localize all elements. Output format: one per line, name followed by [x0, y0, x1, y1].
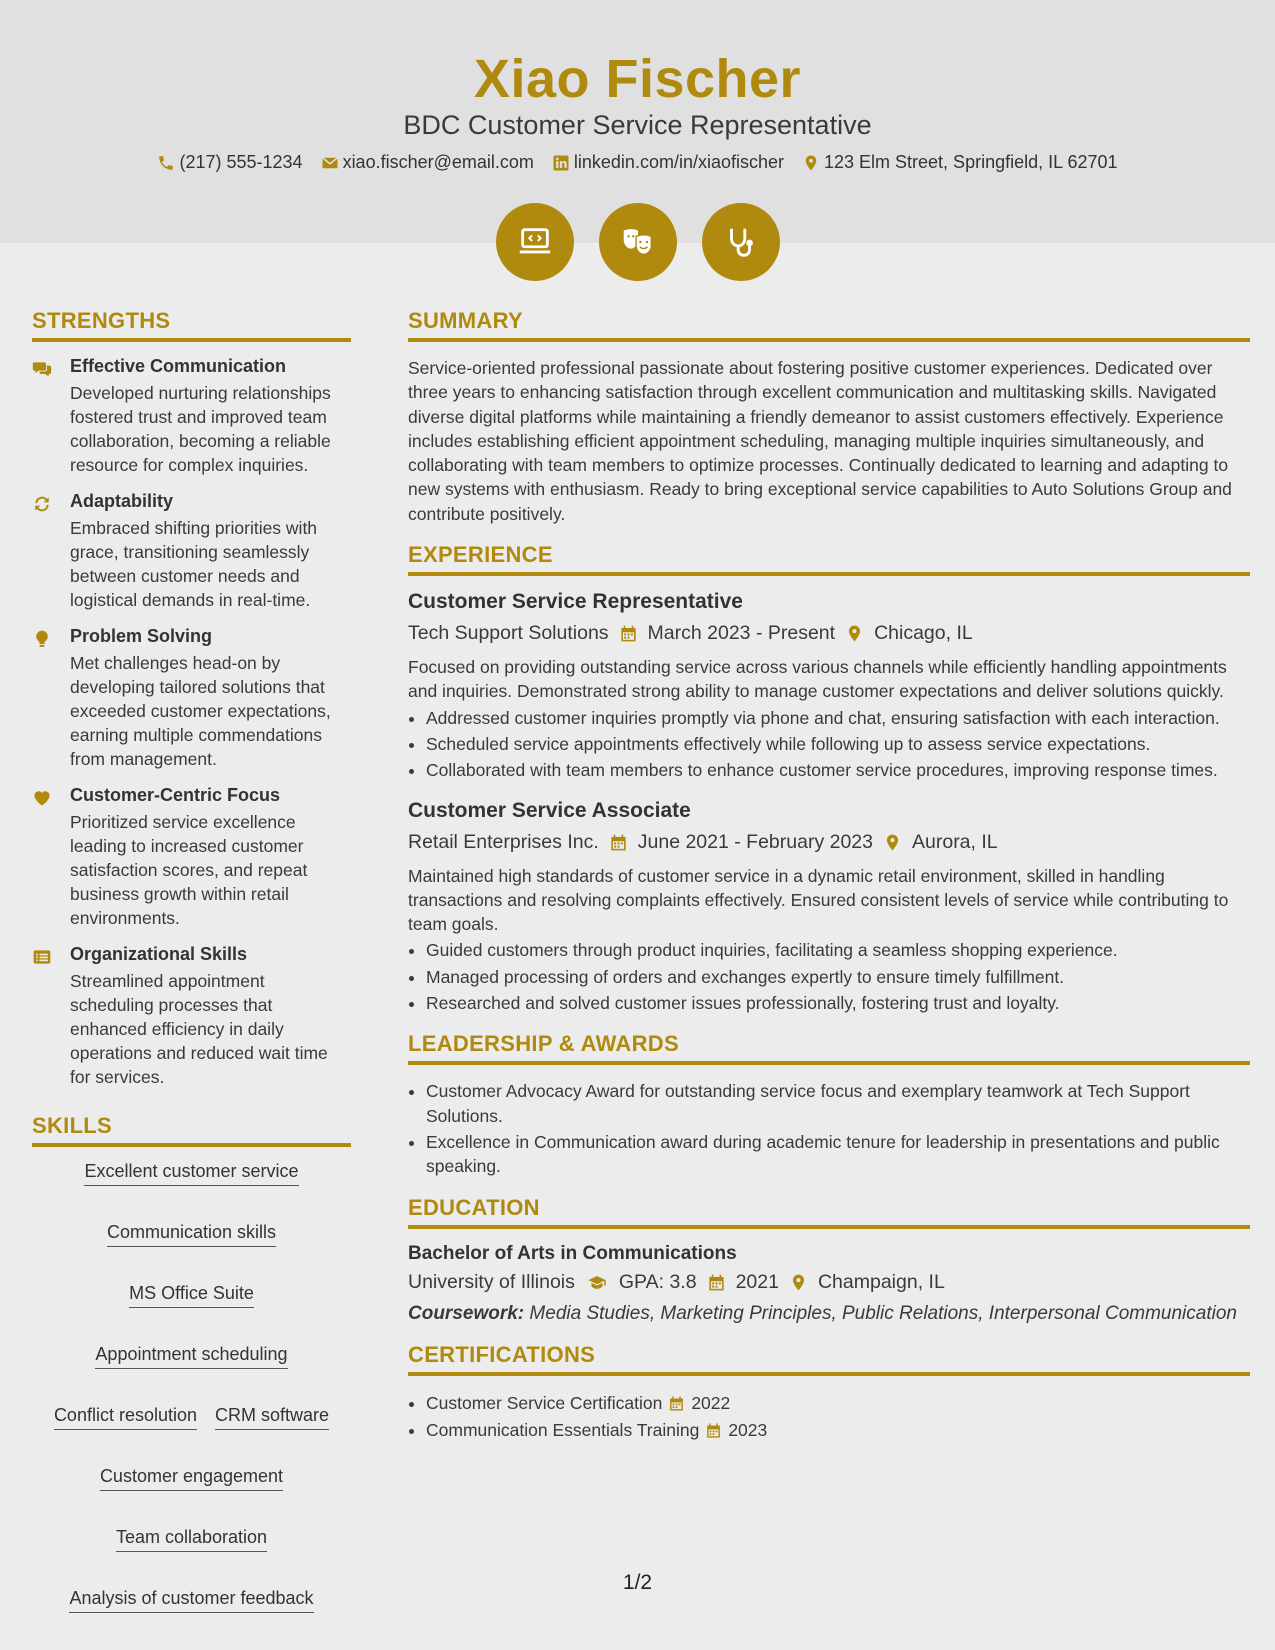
edu-year: 2021 [735, 1270, 779, 1293]
coursework [408, 1302, 1250, 1326]
job-entry [408, 590, 1250, 782]
interest-badges [0, 203, 1275, 281]
job-bullets [426, 706, 1250, 783]
skill-tag: Team collaboration [116, 1527, 267, 1552]
certifications-heading: CERTIFICATIONS [408, 1342, 1250, 1376]
job-meta [408, 622, 1250, 645]
stethoscope-badge [702, 203, 780, 281]
candidate-title: BDC Customer Service Representative [403, 110, 872, 140]
list-item [426, 1390, 1250, 1417]
edu-degree: Bachelor of Arts in Communications [408, 1242, 737, 1264]
stethoscope-icon [722, 223, 760, 261]
education-heading: EDUCATION [408, 1195, 1250, 1229]
map-marker-icon [883, 833, 902, 852]
certifications-list [426, 1390, 1250, 1444]
cert-name: • Communication Essentials Training [426, 1419, 700, 1440]
strength-name: Organizational Skills [70, 944, 248, 964]
cert-name: • Customer Service Certification [426, 1392, 663, 1413]
contact-email[interactable] [321, 152, 534, 173]
experience-heading: EXPERIENCE [408, 542, 1250, 576]
skill-tag: Excellent customer service [84, 1161, 298, 1186]
contact-linkedin[interactable] [552, 152, 784, 173]
page-number: 1/2 [622, 1571, 653, 1594]
edu-gpa: GPA: 3.8 [618, 1270, 697, 1293]
skill-tag: Communication skills [107, 1222, 276, 1247]
job-company: Tech Support Solutions [408, 622, 609, 645]
strength-name: Problem Solving [70, 626, 213, 646]
strength-name: Effective Communication [70, 356, 287, 376]
left-column [32, 308, 351, 1613]
calendar-icon [668, 1395, 685, 1412]
heart-icon [32, 788, 52, 808]
strengths-heading: STRENGTHS [32, 308, 351, 342]
strength-item [32, 356, 351, 477]
job-location: Chicago, IL [874, 622, 973, 645]
list-icon [32, 947, 52, 967]
right-column [408, 308, 1250, 1444]
strength-desc: Met challenges head-on by developing tailored solutions that exceeded customer expectations, earning multiple commendations from management. [70, 653, 331, 769]
job-dates: June 2021 - February 2023 [637, 830, 873, 853]
skill-tag: Appointment scheduling [95, 1344, 287, 1369]
coursework-label: Coursework: [408, 1302, 525, 1324]
job-desc: Focused on providing outstanding service across various channels while efficiently handling appointments and inquiries. Demonstrated strong ability to manage customer expectations and deliver solutions quickly. [408, 657, 1227, 702]
list-item: • Guided customers through product inquiries, facilitating a seamless shopping experience. [426, 938, 1250, 962]
email-text: xiao.fischer@email.com [342, 152, 534, 172]
edu-school: University of Illinois [408, 1270, 575, 1293]
strength-desc: Streamlined appointment scheduling processes that enhanced efficiency in daily operations and reduced wait time for services. [70, 971, 328, 1087]
map-marker-icon [845, 624, 864, 643]
strength-desc: Prioritized service excellence leading to increased customer satisfaction scores, and repeat business growth within retail environments. [70, 812, 308, 928]
edu-meta [408, 1271, 1250, 1294]
strength-item [32, 785, 351, 930]
graduation-cap-icon [585, 1273, 609, 1292]
list-item: • Addressed customer inquiries promptly via phone and chat, ensuring satisfaction with each interaction. [426, 706, 1250, 730]
map-marker-icon [789, 1273, 808, 1292]
job-dates: March 2023 - Present [647, 622, 836, 645]
edu-location: Champaign, IL [817, 1270, 945, 1293]
map-marker-icon [802, 154, 820, 172]
strength-name: Customer-Centric Focus [70, 785, 281, 805]
phone-text: (217) 555-1234 [179, 152, 303, 172]
calendar-icon [619, 624, 638, 643]
coursework-text: Media Studies, Marketing Principles, Public Relations, Interpersonal Communication [529, 1302, 1237, 1324]
cert-year: 2022 [691, 1392, 731, 1413]
list-item: • Collaborated with team members to enhance customer service procedures, improving response times. [426, 758, 1250, 782]
calendar-icon [707, 1273, 726, 1292]
calendar-icon [609, 833, 628, 852]
skill-tag: CRM software [215, 1405, 329, 1430]
strength-desc: Embraced shifting priorities with grace, transitioning seamlessly between customer needs and logistical demands in real-time. [70, 518, 318, 610]
strength-item [32, 944, 351, 1089]
comments-icon [32, 359, 52, 379]
envelope-icon [321, 154, 339, 172]
theater-masks-icon [619, 223, 657, 261]
job-location: Aurora, IL [912, 830, 998, 853]
list-item: • Scheduled service appointments effectively while following up to assess service expectations. [426, 732, 1250, 756]
awards-heading: LEADERSHIP & AWARDS [408, 1031, 1250, 1065]
linkedin-text: linkedin.com/in/xiaofischer [573, 152, 784, 172]
strength-item [32, 626, 351, 771]
skill-tag: Conflict resolution [54, 1405, 197, 1430]
contact-row [0, 152, 1275, 173]
sync-icon [32, 494, 52, 514]
job-role: Customer Service Associate [408, 798, 691, 822]
job-meta [408, 831, 1250, 854]
skills-list [32, 1161, 351, 1613]
strength-item [32, 491, 351, 612]
cert-year: 2023 [728, 1419, 768, 1440]
laptop-code-icon [516, 223, 554, 261]
job-bullets [426, 938, 1250, 1015]
list-item: • Excellence in Communication award during academic tenure for leadership in presentations and public speaking. [426, 1130, 1250, 1179]
contact-phone[interactable] [157, 152, 302, 173]
skills-heading: SKILLS [32, 1113, 351, 1147]
lightbulb-icon [32, 629, 52, 649]
strength-name: Adaptability [70, 491, 174, 511]
list-item: • Managed processing of orders and exchanges expertly to ensure timely fulfillment. [426, 965, 1250, 989]
strength-desc: Developed nurturing relationships fostered trust and improved team collaboration, becoming a reliable resource for complex inquiries. [70, 383, 331, 475]
skill-tag: Customer engagement [100, 1466, 283, 1491]
list-item [426, 1417, 1250, 1444]
skill-tag: Analysis of customer feedback [69, 1588, 313, 1613]
theater-masks-badge [599, 203, 677, 281]
candidate-name: Xiao Fischer [473, 49, 802, 109]
skill-tag: MS Office Suite [129, 1283, 254, 1308]
job-desc: Maintained high standards of customer service in a dynamic retail environment, skilled in handling transactions and resolving complaints effectively. Ensured consistent levels of service while contributing to team goals. [408, 865, 1229, 935]
contact-address [802, 152, 1118, 173]
address-text: 123 Elm Street, Springfield, IL 62701 [824, 152, 1118, 172]
laptop-code-badge [496, 203, 574, 281]
calendar-icon [705, 1422, 722, 1439]
list-item: • Customer Advocacy Award for outstanding service focus and exemplary teamwork at Tech Support Solutions. [426, 1079, 1250, 1128]
phone-icon [157, 154, 175, 172]
linkedin-icon [552, 154, 570, 172]
job-role: Customer Service Representative [408, 590, 743, 614]
awards-list [426, 1079, 1250, 1178]
list-item: • Researched and solved customer issues professionally, fostering trust and loyalty. [426, 991, 1250, 1015]
summary-text: Service-oriented professional passionate about fostering positive customer experiences. Dedicated over three years to enhancing satisfaction through excellent communication and multitasking skills. Navigated diverse digital platforms while maintaining a friendly demeanor to assist customers effectively. Experience includes establishing efficient appointment scheduling, managing multiple inquiries simultaneously, and collaborating with team members to optimize processes. Continually dedicated to learning and adapting to new systems with enthusiasm. Ready to bring exceptional service capabilities to Auto Solutions Group and contribute positively. [408, 358, 1232, 524]
job-entry [408, 799, 1250, 1016]
job-company: Retail Enterprises Inc. [408, 830, 599, 853]
summary-heading: SUMMARY [408, 308, 1250, 342]
